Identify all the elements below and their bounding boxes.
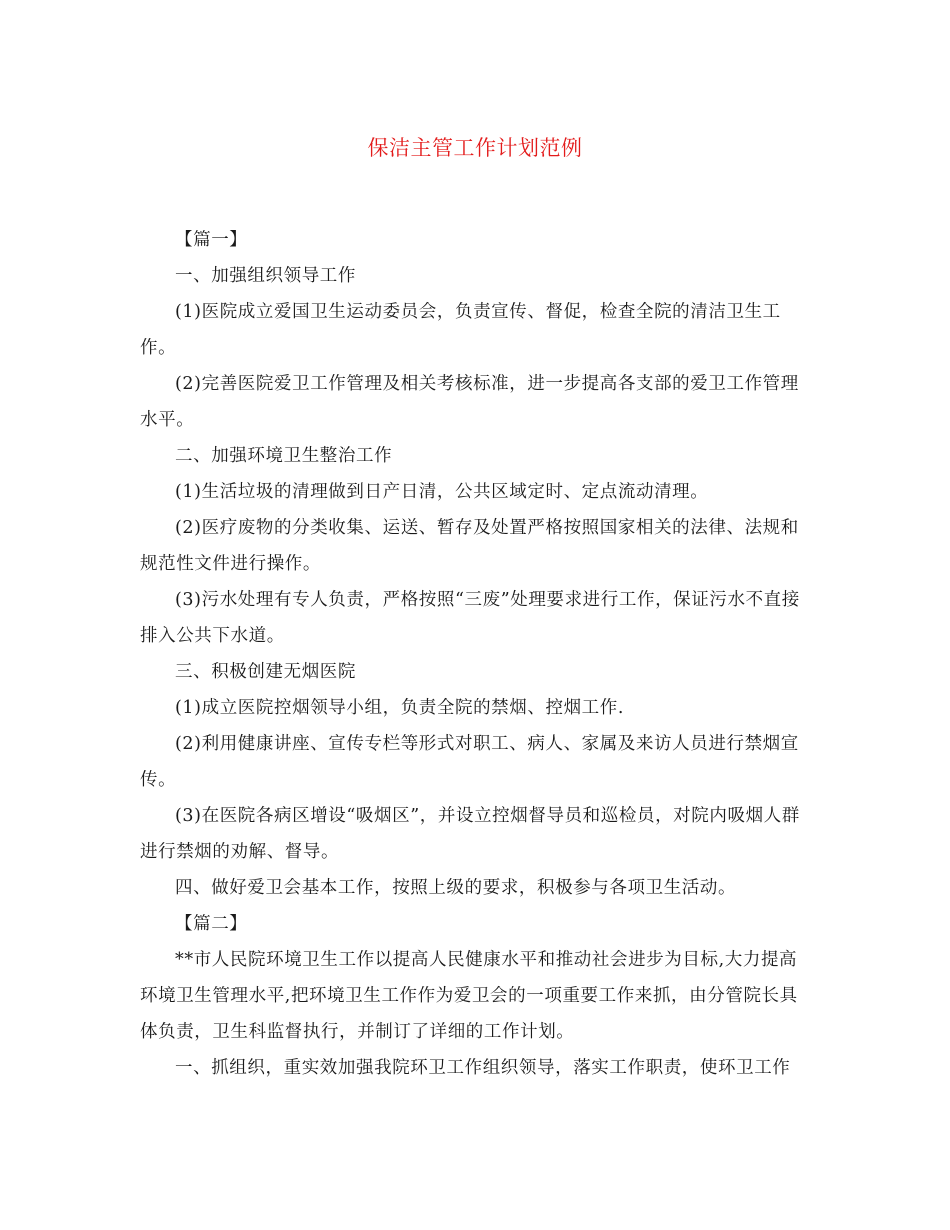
- paragraph: (2)完善医院爱卫工作管理及相关考核标准，进一步提高各支部的爱卫工作管理水平。: [140, 374, 799, 430]
- paragraph: (1)成立医院控烟领导小组，负责全院的禁烟、控烟工作.: [175, 698, 625, 718]
- paragraph: (2)医疗废物的分类收集、运送、暂存及处置严格按照国家相关的法律、法规和规范性文件进行操作。: [140, 518, 799, 574]
- paragraph: (1)医院成立爱国卫生运动委员会，负责宣传、督促，检查全院的清洁卫生工作。: [140, 302, 781, 358]
- paragraph: (3)污水处理有专人负责，严格按照“三废”处理要求进行工作，保证污水不直接排入公共下水道。: [140, 590, 800, 646]
- document-body: [140, 222, 812, 1086]
- paragraph: **市人民院环境卫生工作以提高人民健康水平和推动社会进步为目标,大力提高环境卫生管理水平,把环境卫生工作作为爱卫会的一项重要工作来抓，由分管院长具体负责，卫生科监督执行，并制订了详细的工作计划。: [140, 950, 798, 1042]
- paragraph: (3)在医院各病区增设“吸烟区”，并设立控烟督导员和巡检员，对院内吸烟人群进行禁烟的劝解、督导。: [140, 806, 800, 862]
- document-title: 保洁主管工作计划范例: [367, 136, 583, 160]
- section-heading-part-one: 【篇一】: [175, 230, 248, 250]
- paragraph-heading-3: 三、积极创建无烟医院: [175, 662, 356, 682]
- paragraph-heading-4: 四、做好爱卫会基本工作，按照上级的要求，积极参与各项卫生活动。: [175, 878, 737, 898]
- paragraph-heading-2: 二、加强环境卫生整治工作: [175, 446, 393, 466]
- section-heading-part-two: 【篇二】: [175, 914, 248, 934]
- paragraph: (1)生活垃圾的清理做到日产日清，公共区域定时、定点流动清理。: [175, 482, 709, 502]
- paragraph-heading-1: 一、加强组织领导工作: [175, 266, 356, 286]
- paragraph: 一、抓组织，重实效加强我院环卫工作组织领导，落实工作职责，使环卫工作: [175, 1058, 791, 1078]
- paragraph: (2)利用健康讲座、宣传专栏等形式对职工、病人、家属及来访人员进行禁烟宣传。: [140, 734, 799, 790]
